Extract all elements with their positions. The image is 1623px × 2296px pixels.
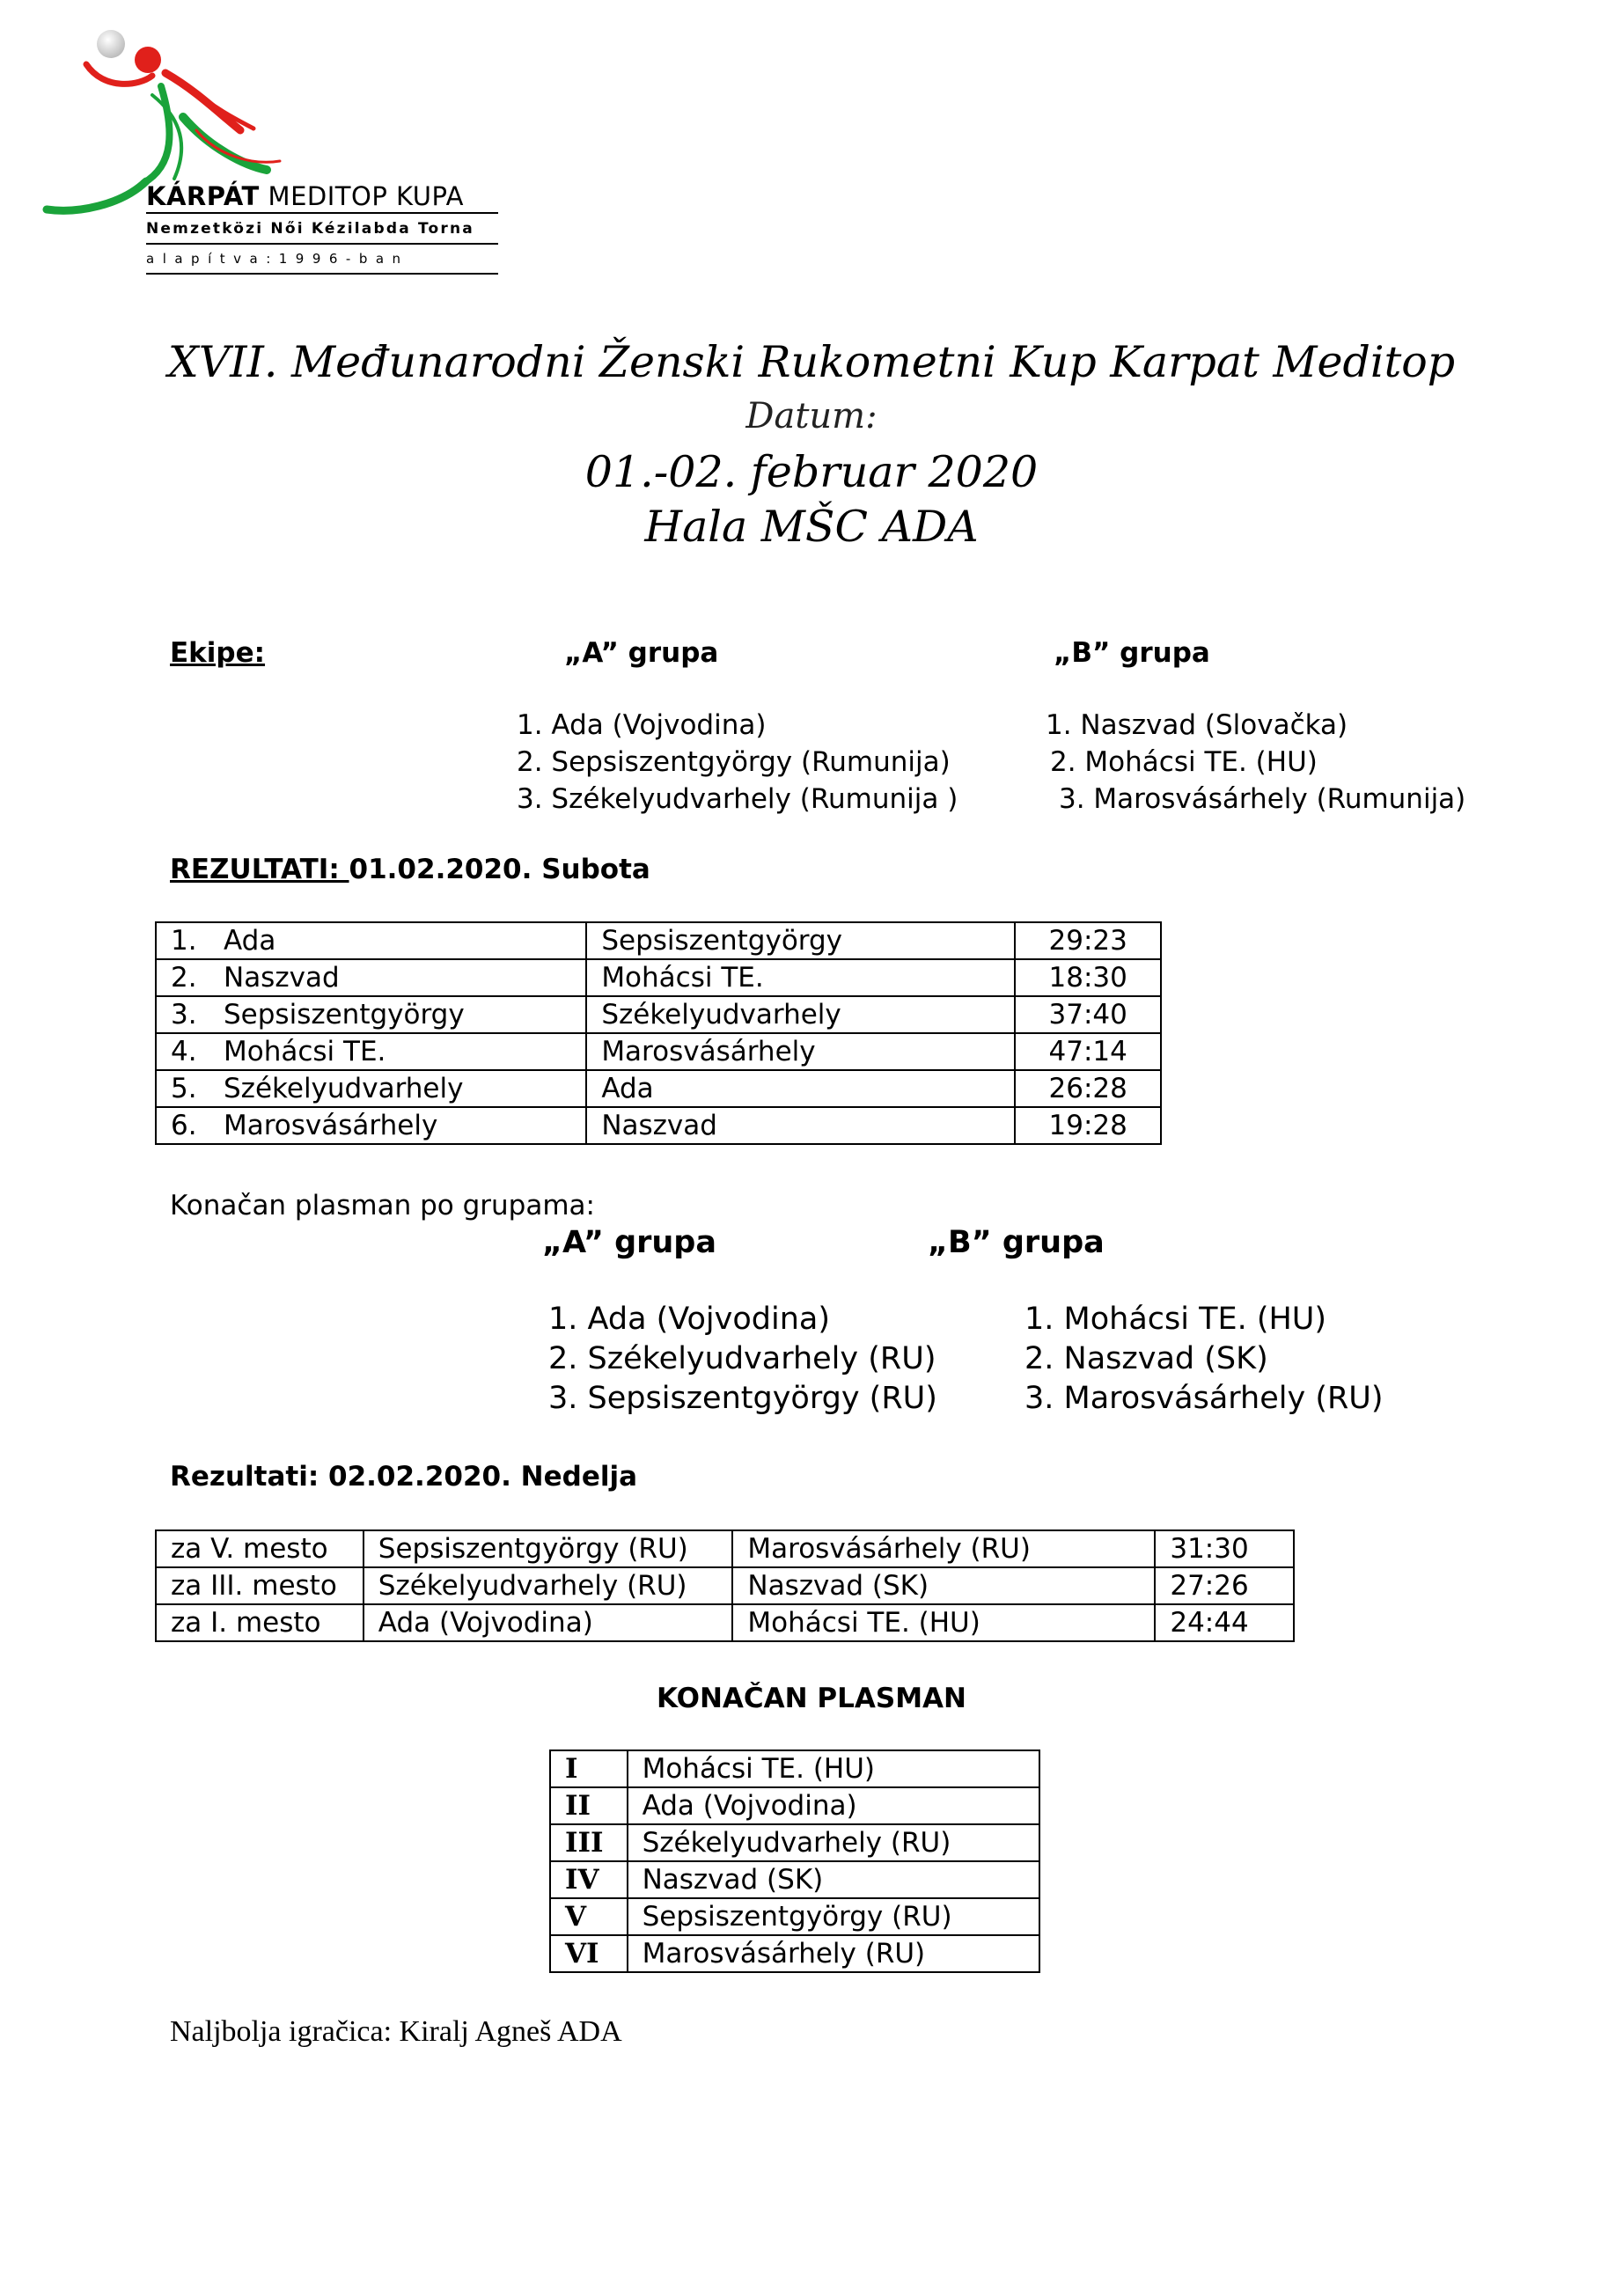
table-row: [156, 1070, 1161, 1107]
match-score: 18:30: [1015, 959, 1161, 996]
match-score: 37:40: [1015, 996, 1161, 1033]
group-b-standing: 3. Marosvásárhely (RU): [1024, 1381, 1384, 1416]
match-away: Mohácsi TE. (HU): [732, 1604, 1155, 1641]
table-row: [550, 1861, 1039, 1898]
match-away: Ada: [586, 1070, 1015, 1107]
group-b-label: „B” grupa: [1054, 637, 1210, 669]
table-row: [156, 1567, 1294, 1604]
table-row: [156, 922, 1161, 959]
match-score: 29:23: [1015, 922, 1161, 959]
rank-cell: III: [550, 1824, 628, 1861]
match-score: 47:14: [1015, 1033, 1161, 1070]
match-score: 26:28: [1015, 1070, 1161, 1107]
event-date: 01.-02. februar 2020: [584, 447, 1039, 497]
logo-subtitle: Nemzetközi Női Kézilabda Torna: [146, 220, 474, 238]
match-home: 4. Mohácsi TE.: [156, 1033, 586, 1070]
match-home: Sepsiszentgyörgy (RU): [364, 1530, 733, 1567]
group-b-label: „B” grupa: [928, 1225, 1105, 1260]
group-a-standing: 3. Sepsiszentgyörgy (RU): [548, 1381, 937, 1416]
group-a-label: „A” grupa: [542, 1225, 716, 1260]
match-away: Naszvad: [586, 1107, 1015, 1144]
table-row: [550, 1898, 1039, 1935]
group-a-team: 3. Székelyudvarhely (Rumunija ): [517, 783, 958, 815]
final-standings-table: [549, 1750, 1040, 1973]
match-home: 5. Székelyudvarhely: [156, 1070, 586, 1107]
logo-divider: [146, 212, 498, 214]
group-b-standing: 2. Naszvad (SK): [1024, 1341, 1268, 1376]
team-cell: Naszvad (SK): [628, 1861, 1039, 1898]
group-a-standing: 2. Székelyudvarhely (RU): [548, 1341, 936, 1376]
match-place: za I. mesto: [156, 1604, 364, 1641]
match-home: 6. Marosvásárhely: [156, 1107, 586, 1144]
match-away: Marosvásárhely (RU): [732, 1530, 1155, 1567]
logo-title: KÁRPÁT MEDITOP KUPA: [146, 181, 464, 211]
logo-divider: [146, 243, 498, 245]
table-row: [550, 1935, 1039, 1972]
table-row: [156, 996, 1161, 1033]
rank-cell: IV: [550, 1861, 628, 1898]
group-b-standing: 1. Mohácsi TE. (HU): [1024, 1302, 1327, 1337]
table-row: [156, 959, 1161, 996]
logo-divider: [146, 273, 498, 275]
results-day2-table: [155, 1529, 1295, 1642]
match-away: Naszvad (SK): [732, 1567, 1155, 1604]
tournament-logo: [42, 25, 474, 275]
match-score: 24:44: [1155, 1604, 1294, 1641]
table-row: [550, 1787, 1039, 1824]
group-b-team: 2. Mohácsi TE. (HU): [1050, 746, 1318, 778]
team-cell: Székelyudvarhely (RU): [628, 1824, 1039, 1861]
group-a-standing: 1. Ada (Vojvodina): [548, 1302, 831, 1337]
handball-player-logo-icon: [42, 25, 465, 275]
match-score: 19:28: [1015, 1107, 1161, 1144]
group-b-team: 3. Marosvásárhely (Rumunija): [1059, 783, 1466, 815]
match-home: Székelyudvarhely (RU): [364, 1567, 733, 1604]
match-away: Mohácsi TE.: [586, 959, 1015, 996]
team-cell: Ada (Vojvodina): [628, 1787, 1039, 1824]
match-home: 1. Ada: [156, 922, 586, 959]
table-row: [156, 1033, 1161, 1070]
group-a-team: 2. Sepsiszentgyörgy (Rumunija): [517, 746, 951, 778]
match-away: Székelyudvarhely: [586, 996, 1015, 1033]
ball-icon: [97, 30, 125, 58]
match-score: 31:30: [1155, 1530, 1294, 1567]
group-b-team: 1. Naszvad (Slovačka): [1046, 709, 1348, 741]
team-cell: Sepsiszentgyörgy (RU): [628, 1898, 1039, 1935]
group-a-label: „A” grupa: [564, 637, 719, 669]
final-standings-heading: KONAČAN PLASMAN: [657, 1683, 966, 1714]
results-day1-heading: REZULTATI: 01.02.2020. Subota: [170, 854, 650, 885]
team-cell: Mohácsi TE. (HU): [628, 1750, 1039, 1787]
event-venue: Hala MŠC ADA: [644, 502, 979, 552]
rank-cell: II: [550, 1787, 628, 1824]
rank-cell: VI: [550, 1935, 628, 1972]
table-row: [156, 1604, 1294, 1641]
best-player-note: Naljbolja igračica: Kiralj Agneš ADA: [170, 2015, 622, 2048]
group-standings-heading: Konačan plasman po grupama:: [170, 1190, 595, 1221]
match-home: 3. Sepsiszentgyörgy: [156, 996, 586, 1033]
date-label: Datum:: [745, 396, 878, 436]
rank-cell: I: [550, 1750, 628, 1787]
table-row: [550, 1750, 1039, 1787]
match-score: 27:26: [1155, 1567, 1294, 1604]
match-home: 2. Naszvad: [156, 959, 586, 996]
table-row: [156, 1107, 1161, 1144]
event-title: XVII. Međunarodni Ženski Rukometni Kup Karpat Meditop: [167, 337, 1456, 387]
table-row: [156, 1530, 1294, 1567]
match-away: Marosvásárhely: [586, 1033, 1015, 1070]
match-home: Ada (Vojvodina): [364, 1604, 733, 1641]
logo-founded: alapítva:1996-ban: [146, 251, 409, 267]
group-a-team: 1. Ada (Vojvodina): [517, 709, 767, 741]
match-place: za III. mesto: [156, 1567, 364, 1604]
table-row: [550, 1824, 1039, 1861]
team-cell: Marosvásárhely (RU): [628, 1935, 1039, 1972]
results-day2-heading: Rezultati: 02.02.2020. Nedelja: [170, 1461, 638, 1493]
match-away: Sepsiszentgyörgy: [586, 922, 1015, 959]
match-place: za V. mesto: [156, 1530, 364, 1567]
results-day1-table: [155, 921, 1162, 1145]
rank-cell: V: [550, 1898, 628, 1935]
teams-label: Ekipe:: [170, 637, 266, 669]
